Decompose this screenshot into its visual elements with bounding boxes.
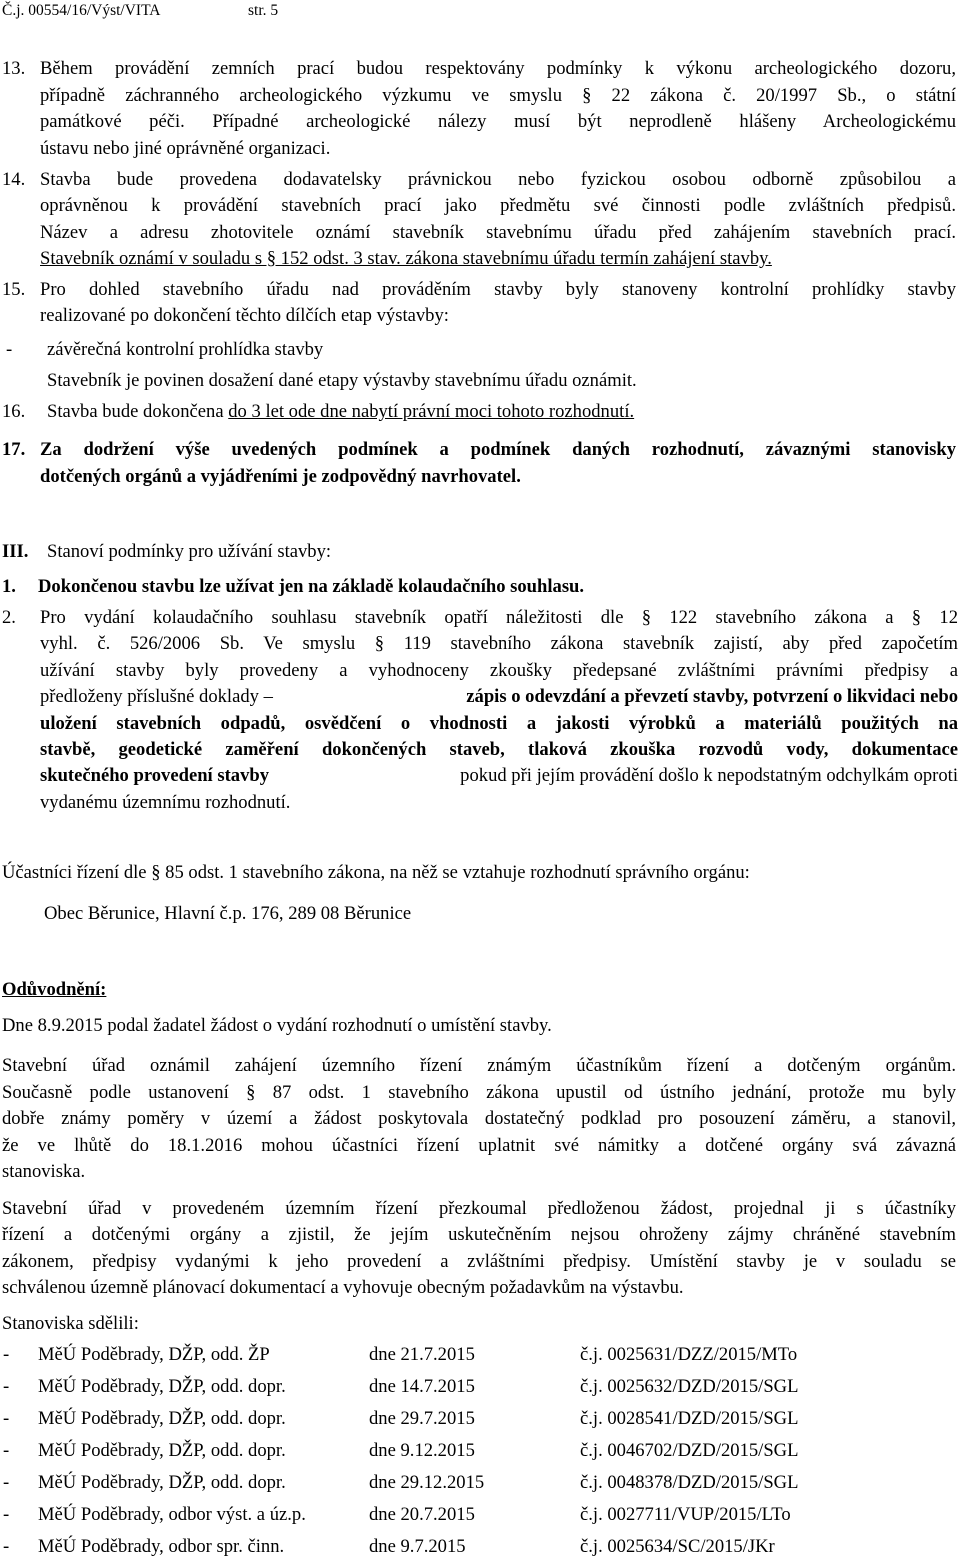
page-number: str. 5 — [248, 2, 279, 19]
bullet-dash: - — [6, 339, 13, 360]
text-line: stanoviska. — [2, 1161, 86, 1182]
text-line: Pro dohled stavebního úřadu nad prováděním stavby byly stanoveny kontrolní prohlídky stavby — [40, 279, 956, 300]
text-line: stavbě, geodetické zaměření dokončených staveb, tlaková zkouška rozvodů vody, dokumentace — [40, 739, 958, 760]
text-line: Stavebník oznámí v souladu s § 152 odst. 3 stav. zákona stavebnímu úřadu termín zahájení stavby. — [40, 248, 772, 269]
section-title: Stanoví podmínky pro užívání stavby: — [47, 541, 332, 562]
text-line: Název a adresu zhotovitele oznámí stavebník stavebnímu úřadu před zahájením stavebních prací. — [40, 222, 956, 243]
section-number: III. — [2, 541, 29, 562]
reasoning-paragraph-1: Dne 8.9.2015 podal žadatel žádost o vydání rozhodnutí o umístění stavby. — [2, 1015, 552, 1036]
text-line: vyhl. č. 526/2006 Sb. Ve smyslu § 119 stavebního zákona stavebník zajistí, aby před započetím — [40, 633, 958, 654]
list-dash: - — [3, 1440, 10, 1461]
text-line: vydanému územnímu rozhodnutí. — [40, 792, 291, 813]
opinion-authority: MěÚ Poděbrady, DŽP, odd. dopr. — [38, 1440, 286, 1461]
opinion-authority: MěÚ Poděbrady, DŽP, odd. dopr. — [38, 1408, 286, 1429]
opinion-reference: č.j. 0046702/DZD/2015/SGL — [580, 1440, 799, 1461]
opinion-date: dne 9.12.2015 — [369, 1440, 475, 1461]
item-number: 14. — [2, 169, 26, 190]
text-line: Stavební úřad v provedeném územním řízení přezkoumal předloženou žádost, projednal ji s účastníky — [2, 1198, 956, 1219]
text-line: dobře známy poměry v území a žádost poskytovala dostatečný podklad pro posouzení záměru, a stanovil, — [2, 1108, 956, 1129]
opinion-reference: č.j. 0048378/DZD/2015/SGL — [580, 1472, 799, 1493]
text-span: skutečného provedení stavby — [40, 765, 270, 786]
text-line: Stavba bude provedena dodavatelsky právnickou nebo fyzickou osobou odborně způsobilou a — [40, 169, 956, 190]
text-line: Stavební úřad oznámil zahájení územního řízení známým účastníkům řízení a dotčeným orgánům. — [2, 1055, 956, 1076]
text-line: památkové péči. Případné archeologické nálezy musí být neprodleně hlášeny Archeologickému — [40, 111, 956, 132]
opinion-reference: č.j. 0025631/DZZ/2015/MTo — [580, 1344, 798, 1365]
text-line: že ve lhůtě do 18.1.2016 mohou účastníci řízení uplatnit své námitky a dotčené orgány svá závazná — [2, 1135, 956, 1156]
text-line: realizované po dokončení těchto dílčích etap výstavby: — [40, 305, 449, 326]
opinion-date: dne 21.7.2015 — [369, 1344, 475, 1365]
opinion-reference: č.j. 0025632/DZD/2015/SGL — [580, 1376, 799, 1397]
text-span: pokud při jejím provádění došlo k nepodstatným odchylkám oproti — [460, 765, 958, 786]
text-line: Současně podle ustanovení § 87 odst. 1 stavebního zákona upustil od ústního jednání, protože mu byly — [2, 1082, 956, 1103]
list-item — [0, 1471, 960, 1495]
list-item — [0, 1375, 960, 1399]
text-line: uložení stavebních odpadů, osvědčení o vhodnosti a jakosti výrobků a materiálů použitých na — [40, 713, 958, 734]
item-number: 13. — [2, 58, 26, 79]
list-item — [0, 1439, 960, 1463]
participant-entry: Obec Běrunice, Hlavní č.p. 176, 289 08 Běrunice — [44, 903, 412, 924]
item-number: 17. — [2, 439, 26, 460]
text-span: předloženy příslušné doklady – — [40, 686, 273, 707]
text-line: případně záchranného archeologického výzkumu ve smyslu § 22 zákona č. 20/1997 Sb., o státní — [40, 85, 956, 106]
text-line: schválenou územně plánovací dokumentací a vyhovuje obecným požadavkům na výstavbu. — [2, 1277, 684, 1298]
text-line: zákonem, předpisy vydanými k jeho provedení a zvláštními předpisy. Umístění stavby je v souladu se — [2, 1251, 956, 1272]
list-dash: - — [3, 1376, 10, 1397]
text-line: Během provádění zemních prací budou respektovány podmínky k výkonu archeologického dozoru, — [40, 58, 956, 79]
text-span: zápis o odevzdání a převzetí stavby, potvrzení o likvidaci nebo — [466, 686, 958, 707]
bullet-text: závěrečná kontrolní prohlídka stavby — [47, 339, 324, 360]
opinion-reference: č.j. 0027711/VUP/2015/LTo — [580, 1504, 791, 1525]
list-dash: - — [3, 1472, 10, 1493]
text-line: dotčených orgánů a vyjádřeními je zodpovědný navrhovatel. — [40, 466, 521, 487]
participants-intro: Účastníci řízení dle § 85 odst. 1 stavebního zákona, na něž se vztahuje rozhodnutí správního orgánu: — [2, 862, 750, 883]
text-line: Dokončenou stavbu lze užívat jen na základě kolaudačního souhlasu. — [38, 576, 585, 597]
opinion-date: dne 29.7.2015 — [369, 1408, 475, 1429]
opinions-title: Stanoviska sdělili: — [2, 1313, 139, 1334]
item-number: 15. — [2, 279, 26, 300]
text-line — [40, 764, 958, 788]
opinion-authority: MěÚ Poděbrady, DŽP, odd. ŽP — [38, 1344, 270, 1365]
text-line: řízení a dotčenými orgány a zjistil, že jejím uskutečněním nejsou ohroženy zájmy chráněné stavebním — [2, 1224, 956, 1245]
list-item — [0, 1343, 960, 1367]
list-dash: - — [3, 1504, 10, 1525]
opinion-reference: č.j. 0028541/DZD/2015/SGL — [580, 1408, 799, 1429]
reasoning-title: Odůvodnění: — [2, 979, 107, 1000]
opinion-authority: MěÚ Poděbrady, DŽP, odd. dopr. — [38, 1472, 286, 1493]
list-dash: - — [3, 1344, 10, 1365]
text-line: oprávněnou k provádění stavebních prací jako předmětu své činnosti podle zvláštních předpisů. — [40, 195, 956, 216]
text-line: užívání stavby byly provedeny a vyhodnoceny zkoušky předepsané zvláštními právními předpisy a — [40, 660, 958, 681]
document-reference: Č.j. 00554/16/Výst/VITA — [2, 2, 161, 19]
opinion-date: dne 29.12.2015 — [369, 1472, 485, 1493]
text-line — [47, 400, 634, 424]
text-line: Pro vydání kolaudačního souhlasu stavebník opatří náležitosti dle § 122 stavebního zákona a § 12 — [40, 607, 958, 628]
opinion-date: dne 14.7.2015 — [369, 1376, 475, 1397]
list-dash: - — [3, 1408, 10, 1429]
text-line: Za dodržení výše uvedených podmínek a podmínek daných rozhodnutí, závaznými stanovisky — [40, 439, 956, 460]
opinion-authority: MěÚ Poděbrady, odbor spr. činn. — [38, 1536, 285, 1557]
text-line: Stavebník je povinen dosažení dané etapy výstavby stavebnímu úřadu oznámit. — [47, 370, 637, 391]
list-item — [0, 1535, 960, 1559]
item-number: 16. — [2, 401, 26, 422]
opinion-date: dne 20.7.2015 — [369, 1504, 475, 1525]
opinion-authority: MěÚ Poděbrady, odbor výst. a úz.p. — [38, 1504, 306, 1525]
opinion-date: dne 9.7.2015 — [369, 1536, 466, 1557]
deadline-text: do 3 let ode dne nabytí právní moci tohoto rozhodnutí. — [228, 401, 635, 422]
item-number: 2. — [2, 607, 16, 628]
item-number: 1. — [2, 576, 16, 597]
list-item — [0, 1503, 960, 1527]
list-item — [0, 1407, 960, 1431]
opinion-reference: č.j. 0025634/SC/2015/JKr — [580, 1536, 775, 1557]
text-line — [40, 685, 958, 709]
text-span: Stavba bude dokončena — [47, 401, 229, 422]
text-line: ústavu nebo jiné oprávněné organizaci. — [40, 138, 331, 159]
opinion-authority: MěÚ Poděbrady, DŽP, odd. dopr. — [38, 1376, 286, 1397]
list-dash: - — [3, 1536, 10, 1557]
